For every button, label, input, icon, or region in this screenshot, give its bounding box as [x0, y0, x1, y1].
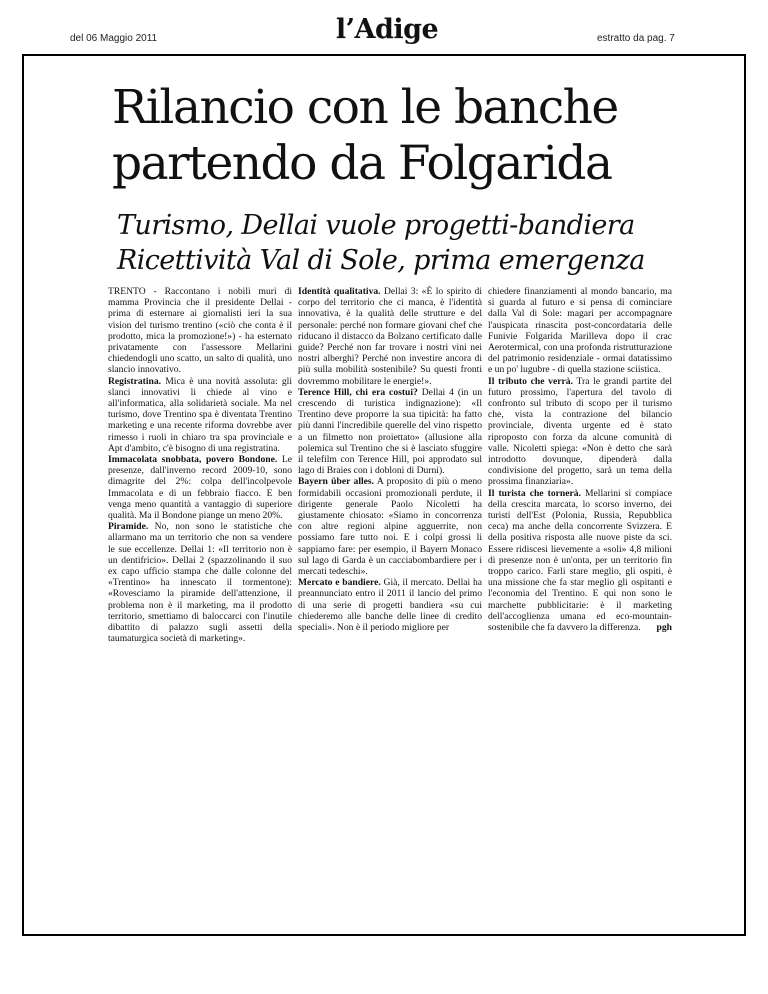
paragraph-text: Le presenze, dall'inverno record 2009-10, sono dimagrite del 2%: colpa dell'incolpevole Immacolata e di un febbraio fiacco. E ben venga meno quantità a vantaggio di superiore qualità. Ma il Bondone piange un meno 20%. — [108, 454, 292, 522]
paragraph — [108, 286, 292, 376]
paragraph-text: Già, il mercato. Dellai ha preannunciato entro il 2011 il lancio del primo di una serie di progetti bandiera «su cui chiederemo alle banche delle linee di credito speciali». Non è il periodo migliore per — [298, 577, 482, 634]
subhead-line-1: Turismo, Dellai vuole progetti-bandiera — [117, 210, 635, 241]
paragraph-text: Tra le grandi partite del futuro prossimo, l'apertura del tavolo di confronto sul tributo di scopo per il turismo che, vista la contrazione del bilancio provinciale, diventa urgente ed è stato riproposto con forza da alcune comunità di valle. Nicoletti spiega: «Non è detto che sarà introdotto dovunque, dipenderà dalla condivisione del progetto, sarà un tema della prossima finanziaria». — [488, 375, 672, 488]
publication-date: del 06 Maggio 2011 — [70, 33, 158, 44]
article-column-2 — [298, 286, 482, 633]
paragraph — [108, 376, 292, 454]
paragraph-text: TRENTO - Raccontano i nobili muri di mamma Provincia che il presidente Dellai - prima di esternare ai giornalisti ieri la sua vision del turismo trentino («ciò che conta è il prodotto, mica la promozione!») - ha esternato privatamente con l'assessore Mellarini chiedendogli uno scatto, un salto di qualità, uno slancio innovativo. — [108, 286, 292, 376]
paragraph — [488, 488, 672, 634]
paragraph — [298, 476, 482, 577]
paragraph — [108, 454, 292, 521]
paragraph-lead: Bayern über alles. — [298, 476, 375, 488]
paragraph — [298, 387, 482, 477]
paragraph-text: Dellai 4 (in un crescendo di turistica indignazione): «Il Trentino deve proporre la sua tipicità: ha fatto più danni l'incredibile querelle del vino rispetto a un filmetto non proiettato» (allusione alla polemica sul Trentino che si è lasciato sfuggire il telefilm con Terence Hill, poi approdato sul lago di Braies con i dobloni di Durnì). — [298, 386, 482, 477]
paragraph-text: Mellarini si compiace della crescita marcata, lo scorso inverno, dei turisti dell'Est (Polonia, Russia, Repubblica ceca) ma anche della concorrente Svizzera. E della positiva risposta alle nuove piste da sci. Essere ridiscesi lievemente a «soli» 4,8 milioni di presenze non è un'onta, per un territorio fin troppo carico. Farli stare meglio, gli ospiti, è una missione che fa star meglio gli ospitanti e l'economia del Trentino. E qui non sono le marchette pubblicitarie: è il marketing dell'accoglienza umana ed eco-mountain-sostenibile che fa davvero la differenza. — [488, 487, 672, 634]
paragraph-lead: Il tributo che verrà. — [488, 375, 573, 387]
article-column-1 — [108, 286, 292, 645]
paragraph-lead: Registratina. — [108, 375, 162, 387]
paragraph-text: Mica è una novità assoluta: gli slanci innovativi li chiede al vino e all'informatica, alla solidarietà sociale. Ma nel turismo, dove Trentino spa è diventata Trentino marketing e una recente riforma dovrebbe aver rimesso i ruoli in chiaro tra spa provinciale e Apt d'ambito, c'è bisogno di una registratina. — [108, 375, 292, 454]
headline-line-2: partendo da Folgarida — [112, 136, 612, 191]
paragraph-lead: Immacolata snobbata, povero Bondone. — [108, 454, 278, 466]
paragraph-text: Dellai 3: «È lo spirito di corpo del territorio che ci manca, è l'identità innovativa, è la qualità delle strutture e del personale: perché non formare giovani chef che riducano il distacco da Bolzano certificato dalle guide? Perché non far trovare i nostri vini nei nostri alberghi? Perché non investire ancora di più sulla mobilità sostenibile? Su questi fronti dovremmo mobilitare le energie!». — [298, 286, 482, 387]
paragraph-text: chiedere finanziamenti al mondo bancario, ma si guarda al futuro e si pensa di cominciare dalla Val di Sole: magari per accompagnare l'auspicata rinascita post-concordataria delle Funivie Folgarida Marilleva dopo il crac Aerotermical, con una profonda ristrutturazione del patrimonio residenziale - ormai datatissimo e un po' lugubre - di quella stazione sciistica. — [488, 286, 672, 376]
paragraph — [488, 286, 672, 376]
newspaper-logo: l’Adige — [335, 14, 439, 45]
paragraph-text: A proposito di più o meno formidabili occasioni promozionali perdute, il dirigente generale Paolo Nicoletti ha giustamente chiosato: «Siamo in concorrenza con altre regioni alpine agguerrite, non possiamo fare tutto noi. E i colpi grossi li sappiamo fare: per esempio, il Bayern Monaco sul lago di Garda è un cacciabombardiere per i mercati tedeschi». — [298, 476, 482, 578]
paragraph-lead: Il turista che tornerà. — [488, 487, 581, 499]
subhead-line-2: Ricettività Val di Sole, prima emergenza — [117, 245, 645, 276]
paragraph — [298, 577, 482, 633]
paragraph — [108, 521, 292, 644]
article-subheadline — [117, 208, 737, 278]
page-reference: estratto da pag. 7 — [597, 33, 675, 44]
article-headline — [112, 80, 732, 192]
paragraph-lead: Piramide. — [108, 521, 149, 533]
paragraph-lead: Identità qualitativa. — [298, 286, 381, 297]
paragraph-lead: Mercato e bandiere. — [298, 577, 381, 589]
article-column-3 — [488, 286, 672, 633]
headline-line-1: Rilancio con le banche — [112, 80, 618, 135]
paragraph — [298, 286, 482, 387]
paragraph-lead: Terence Hill, chi era costui? — [298, 386, 418, 398]
paragraph-text: No, non sono le statistiche che allarmano ma un territorio che non sa vendere le sue eccellenze. Dellai 1: «Il territorio non è un dentifricio». Dellai 2 (spazzolinando il suo ex capo ufficio stampa che dalle colonne del «Trentino» ha innescato il tormentone): «Rovesciamo la piramide dell'attenzione, il problema non è il marketing, ma il prodotto territorio, smettiamo di baloccarci con l'inutile dibattito di palazzo sugli assetti della taumaturgica società di marketing». — [108, 521, 292, 645]
paragraph — [488, 376, 672, 488]
author-signature: pgh — [656, 622, 672, 634]
